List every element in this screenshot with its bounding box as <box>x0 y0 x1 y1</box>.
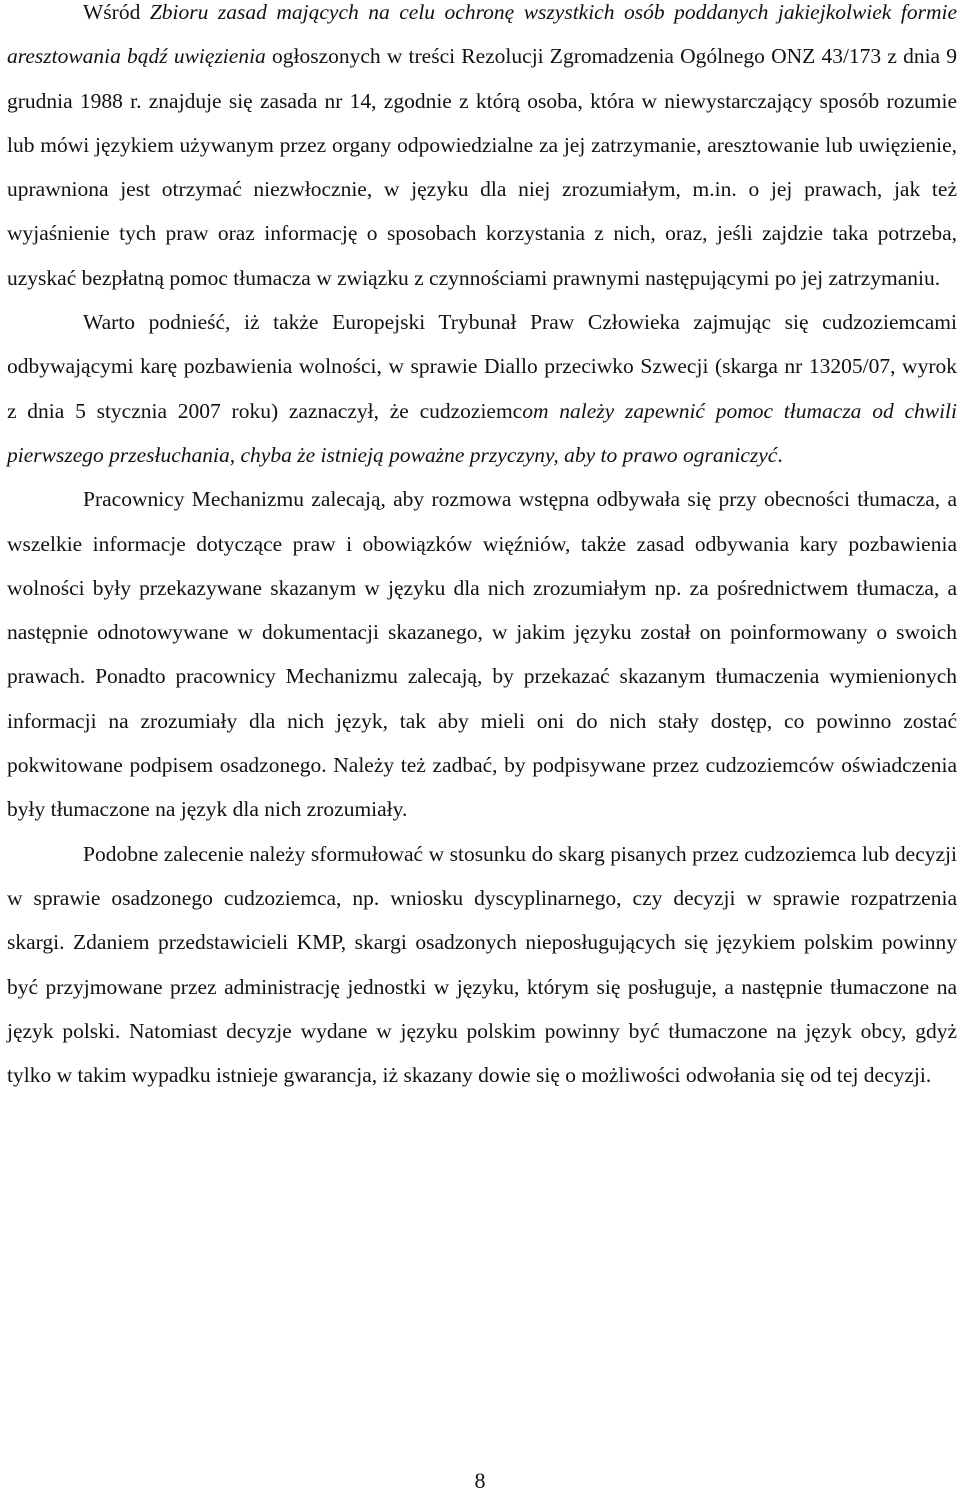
paragraph-un-principles <box>7 0 957 300</box>
italic-title: Zbioru zasad mających na celu ochronę wszystkich osób poddanych jakiejkolwiek formie aresztowania bądź uwięzienia <box>7 0 957 69</box>
page-number: 8 <box>474 1468 486 1493</box>
paragraph-echr <box>7 300 957 477</box>
paragraph-text: ogłoszonych w treści Rezolucji Zgromadzenia Ogólnego ONZ 43/173 z dnia 9 grudnia 1988 r. znajduje się zasada nr 14, zgodnie z którą osoba, która w niewystarczający sposób rozumie lub mówi językiem używanym przez organy odpowiedzialne za jej zatrzymanie, aresztowanie lub uwięzienie, uprawniona jest otrzymać niezwłocznie, w języku dla niej zrozumiałym, m.in. o jej prawach, jak też wyjaśnienie tych praw oraz informację o sposobach korzystania z nich, oraz, jeśli zajdzie taka potrzeba, uzyskać bezpłatną pomoc tłumacza w związku z czynnościami prawnymi następującymi po jej zatrzymaniu. <box>7 44 957 290</box>
paragraph-mechanism-recommendation: Pracownicy Mechanizmu zalecają, aby rozmowa wstępna odbywała się przy obecności tłumacza, a wszelkie informacje dotyczące praw i obowiązków więźniów, także zasad odbywania kary pozbawienia wolności były przekazywane skazanym w języku dla nich zrozumiałym np. za pośrednictwem tłumacza, a następnie odnotowywane w dokumentacji skazanego, w jakim języku został on poinformowany o swoich prawach. Ponadto pracownicy Mechanizmu zalecają, by przekazać skazanym tłumaczenia wymienionych informacji na zrozumiały dla nich język, tak aby mieli oni do nich stały dostęp, co powinno zostać pokwitowane podpisem osadzonego. Należy też zadbać, by podpisywane przez cudzoziemców oświadczenia były tłumaczone na język dla nich zrozumiały. <box>7 487 957 822</box>
paragraph-complaints: Podobne zalecenie należy sformułować w stosunku do skarg pisanych przez cudzoziemca lub decyzji w sprawie osadzonego cudzoziemca, np. wniosku dyscyplinarnego, czy decyzji w sprawie rozpatrzenia skargi. Zdaniem przedstawicieli KMP, skargi osadzonych nieposługujących się językiem polskim powinny być przyjmowane przez administrację jednostki w języku, którym się posługuje, a następnie tłumaczone na język polski. Natomiast decyzje wydane w języku polskim powinny być tłumaczone na język obcy, gdyż tylko w takim wypadku istnieje gwarancja, iż skazany dowie się o możliwości odwołania się od tej decyzji. <box>7 841 957 1088</box>
paragraph-text: . <box>777 442 783 467</box>
italic-quote: om należy zapewnić pomoc tłumacza od chwili pierwszego przesłuchania, chyba że istnieją poważne przyczyny, aby to prawo ograniczyć <box>7 398 957 467</box>
paragraph-text: Warto podnieść, iż także Europejski Trybunał Praw Człowieka zajmując się cudzoziemcami odbywającymi karę pozbawienia wolności, w sprawie Diallo przeciwko Szwecji (skarga nr 13205/07, wyrok z dnia 5 stycznia 2007 roku) zaznaczył, że cudzoziemc <box>7 310 957 423</box>
paragraph-text: Wśród <box>83 0 150 24</box>
document-page <box>7 0 957 1097</box>
